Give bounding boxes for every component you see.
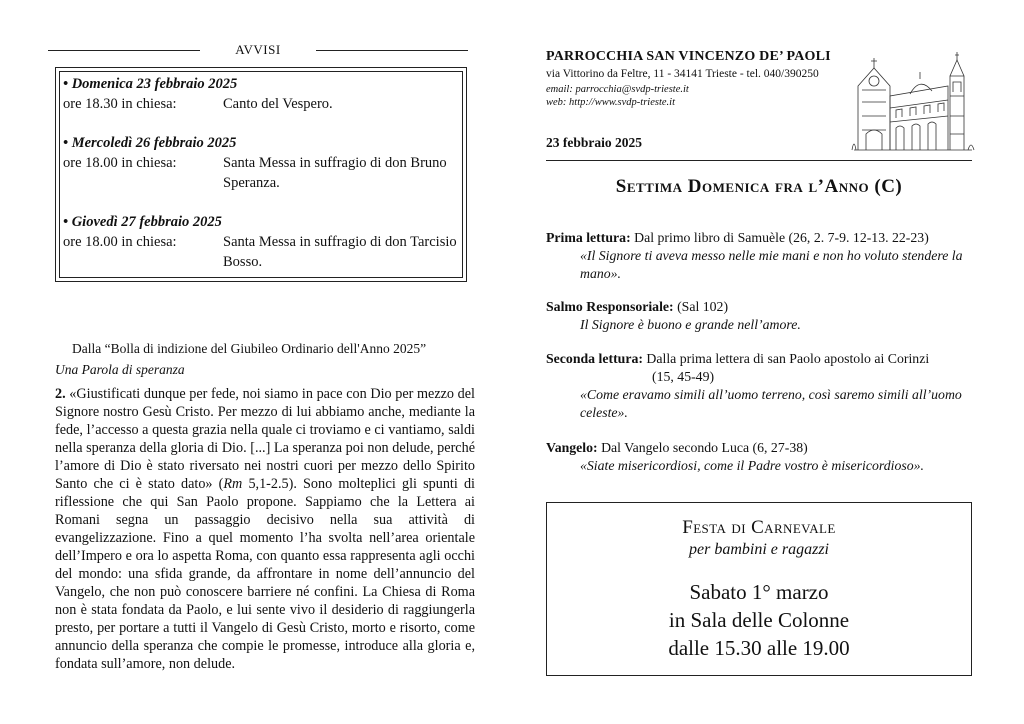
bolla-text-part2: 5,1-2.5). Sono molteplici gli spunti di riflessione che qui San Paolo propone. Sappiamo che la Lettera ai Romani segna un passaggio decisivo nella sua attività di evangelizzazione. Fino a quel momento l’ha svolta nell’area orientale dell’Impero e ora lo aspetta Roma, con quanto essa rappresenta agli occhi del mondo: una sfida grande, da affrontare in nome dell’annuncio del Vangelo, che non può conoscere barriere né confini. La Chiesa di Roma non è stata fondata da Paolo, e lui sente vivo il desiderio di raggiungerla presto, per portare a tutti il Vangelo di Gesù Cristo, morto e risorto, come annuncio della speranza che compie le promesse, introduce alla gloria e, fondata sull’amore, non delude. (55, 476, 475, 672)
event-date: • Mercoledì 26 febbraio 2025 (63, 135, 237, 151)
event-description: Santa Messa in suffragio di don Tarcisio Bosso. (223, 234, 457, 270)
event-time: ore 18.00 in chiesa: (63, 234, 177, 250)
event-time: ore 18.30 in chiesa: (63, 96, 177, 112)
event-sunday (63, 74, 461, 114)
parish-name: PARROCCHIA SAN VINCENZO DE’ PAOLI (546, 49, 831, 64)
header-rule-left (48, 50, 200, 51)
header-divider (546, 160, 972, 161)
event-wednesday (63, 133, 461, 193)
reading-source: Dalla prima lettera di san Paolo apostolo ai Corinzi (642, 351, 930, 366)
parish-address: via Vittorino da Feltre, 11 - 34141 Trieste - tel. 040/390250 (546, 68, 819, 80)
avvisi-label: AVVISI (235, 42, 281, 57)
parish-web: web: http://www.svdp-trieste.it (546, 97, 676, 108)
reading-second (546, 350, 972, 422)
reading-source: Dal primo libro di Samuèle (26, 2. 7-9. 12-13. 22-23) (630, 230, 929, 245)
reading-head: Vangelo: (546, 440, 598, 455)
reading-first (546, 229, 972, 283)
carnival-location: in Sala delle Colonne (668, 608, 850, 632)
reading-psalm (546, 298, 972, 334)
reading-head: Seconda lettura: (546, 351, 643, 366)
parish-email: email: parrocchia@svdp-trieste.it (546, 84, 689, 95)
reading-quote: «Come eravamo simili all’uomo terreno, così saremo simili all’uomo celeste». (580, 387, 962, 420)
carnival-box (546, 502, 972, 676)
paragraph-number: 2. (55, 386, 66, 402)
avvisi-header (48, 42, 468, 58)
reading-source-ref: (15, 45-49) (652, 369, 715, 384)
carnival-date: Sabato 1° marzo (689, 580, 829, 604)
church-drawing (850, 46, 976, 154)
reading-quote: Il Signore è buono e grande nell’amore. (580, 317, 801, 332)
carnival-subtitle: per bambini e ragazzi (689, 541, 829, 558)
avvisi-box (55, 67, 467, 282)
reading-source: (Sal 102) (673, 299, 729, 314)
bolla-text-part1: «Giustificati dunque per fede, noi siamo in pace con Dio per mezzo del Signore nostro Gesù Cristo. Per mezzo di lui abbiamo anche, mediante la fede, l’accesso a questa grazia nella quale ci troviamo e ci vantiamo, saldi nella speranza della gloria di Dio. [...] La speranza poi non delude, perché l’amore di Dio è stato riversato nei nostri cuori per mezzo dello Spirito Santo che ci è stato dato» ( (55, 386, 475, 492)
event-description: Santa Messa in suffragio di don Bruno Speranza. (223, 155, 447, 191)
event-description: Canto del Vespero. (223, 96, 333, 112)
reading-gospel (546, 439, 972, 475)
bolla-text (55, 385, 475, 673)
carnival-title: Festa di Carnevale (682, 517, 836, 538)
issue-date: 23 febbraio 2025 (546, 135, 642, 150)
sunday-title: Settima Domenica fra l’Anno (C) (615, 176, 903, 197)
bolla-title: Dalla “Bolla di indizione del Giubileo Ordinario dell'Anno 2025” (72, 341, 427, 356)
reading-head: Salmo Responsoriale: (546, 299, 674, 314)
bolla-subtitle: Una Parola di speranza (55, 362, 185, 377)
reading-quote: «Siate misericordiosi, come il Padre vostro è misericordioso». (580, 458, 924, 473)
event-thursday (63, 212, 461, 272)
event-time: ore 18.00 in chiesa: (63, 155, 177, 171)
reading-head: Prima lettura: (546, 230, 631, 245)
event-date: • Giovedì 27 febbraio 2025 (63, 214, 222, 230)
carnival-time: dalle 15.30 alle 19.00 (668, 636, 850, 660)
reading-source: Dal Vangelo secondo Luca (6, 27-38) (597, 440, 808, 455)
reading-quote: «Il Signore ti aveva messo nelle mie mani e non ho voluto stendere la mano». (580, 248, 963, 281)
bible-reference: Rm (223, 476, 243, 492)
event-date: • Domenica 23 febbraio 2025 (63, 76, 238, 92)
header-rule-right (316, 50, 468, 51)
